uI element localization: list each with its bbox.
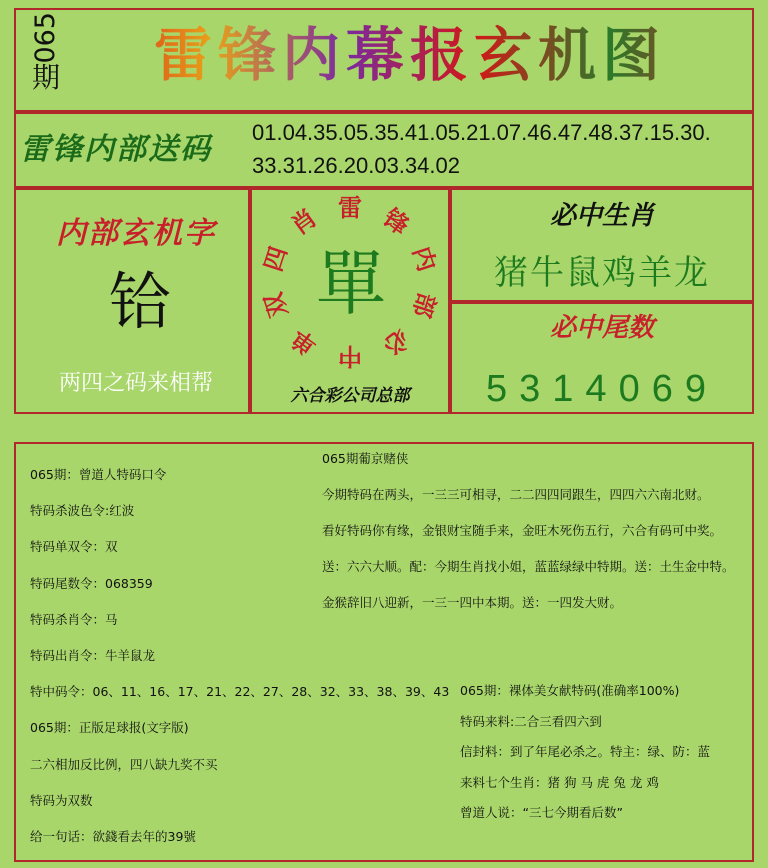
text-line: 065期葡京赌侠: [322, 451, 409, 466]
inside-numbers: [252, 116, 750, 186]
text-line: 特码杀肖令：马: [30, 611, 118, 627]
ring-char: 必: [377, 323, 415, 362]
ring-char: 四: [257, 243, 293, 275]
ring-char: 中: [338, 342, 362, 371]
text-line: 特码单双令：双: [30, 539, 118, 555]
page-title: 雷锋内幕报玄机图: [80, 12, 740, 98]
tail-title: 必中尾数: [549, 313, 654, 343]
inside-numbers-label: 雷锋内部送码: [20, 132, 212, 167]
text-line: 特中码令：06、11、16、17、21、22、27、28、32、33、38、39、43: [30, 684, 450, 700]
text-line: 曾道人说：“三七今期看后数”: [460, 805, 623, 820]
issue-suffix: 期: [31, 60, 60, 94]
inside-numbers-line2: 33.31.26.20.03.34.02: [252, 153, 460, 178]
ring-char: 内: [407, 243, 443, 275]
text-line: 看好特码你有缘，金银财宝随手来，金旺木死伤五行，六合有码可中奖。: [322, 523, 723, 538]
ring-char: 双: [257, 289, 293, 321]
text-line: 特码杀波色令:红波: [30, 503, 135, 519]
ring-char: 单: [285, 323, 323, 362]
text-line: 给一句话：欲錢看去年的39號: [30, 829, 196, 844]
text-line: 送：六六大顺。配：今期生肖找小姐，蓝蓝绿绿中特期。送：土生金中特。: [322, 559, 735, 574]
issue-number: 065: [30, 12, 61, 64]
inside-numbers-line1: 01.04.35.05.35.41.05.21.07.46.47.48.37.15.30.: [252, 120, 711, 145]
xuanji-label: 内部玄机字: [56, 216, 216, 251]
text-line: 信封料：到了年尾必杀之。特主：绿、防：蓝: [460, 744, 711, 759]
ring-center-char: 單: [316, 243, 386, 325]
text-line: 065期：曾道人特码口令: [30, 467, 167, 482]
ring-char: 锋: [377, 202, 415, 241]
ring-char: 部: [407, 289, 443, 321]
text-line: 今期特码在两头，一三三可相寻，二二四四同跟生，四四六六南北财。: [322, 487, 710, 502]
text-line: 来料七个生肖：猪 狗 马 虎 兔 龙 鸡: [460, 774, 659, 790]
text-line: 065期：裸体美女献特码(准确率100%): [460, 683, 680, 698]
text-line: 金猴辞旧八迎新，一三一四中本期。送：一四发大财。: [322, 595, 623, 610]
xuanji-char: 铪: [108, 265, 171, 338]
text-line: 特码来料:二合三看四六到: [460, 713, 602, 729]
zodiac-title: 必中生肖: [549, 201, 654, 231]
text-line: 二六相加反比例，四八缺九奖不买: [30, 756, 218, 772]
text-line: 特码尾数令：068359: [30, 575, 153, 591]
text-line: 065期：正版足球报(文字版): [30, 720, 189, 736]
text-line: 特码出肖令：牛羊鼠龙: [30, 648, 156, 663]
xuanji-note: 两四之码来相帮: [58, 371, 213, 396]
ring-char: 肖: [285, 202, 323, 241]
issue-label: [26, 12, 66, 108]
company-label: 六合彩公司总部: [290, 386, 410, 406]
ring-char: 雷: [338, 193, 362, 222]
tail-value: 5314069: [486, 368, 718, 410]
zodiac-value: 猪牛鼠鸡羊龙: [494, 253, 710, 293]
text-line: 特码为双数: [30, 792, 93, 808]
